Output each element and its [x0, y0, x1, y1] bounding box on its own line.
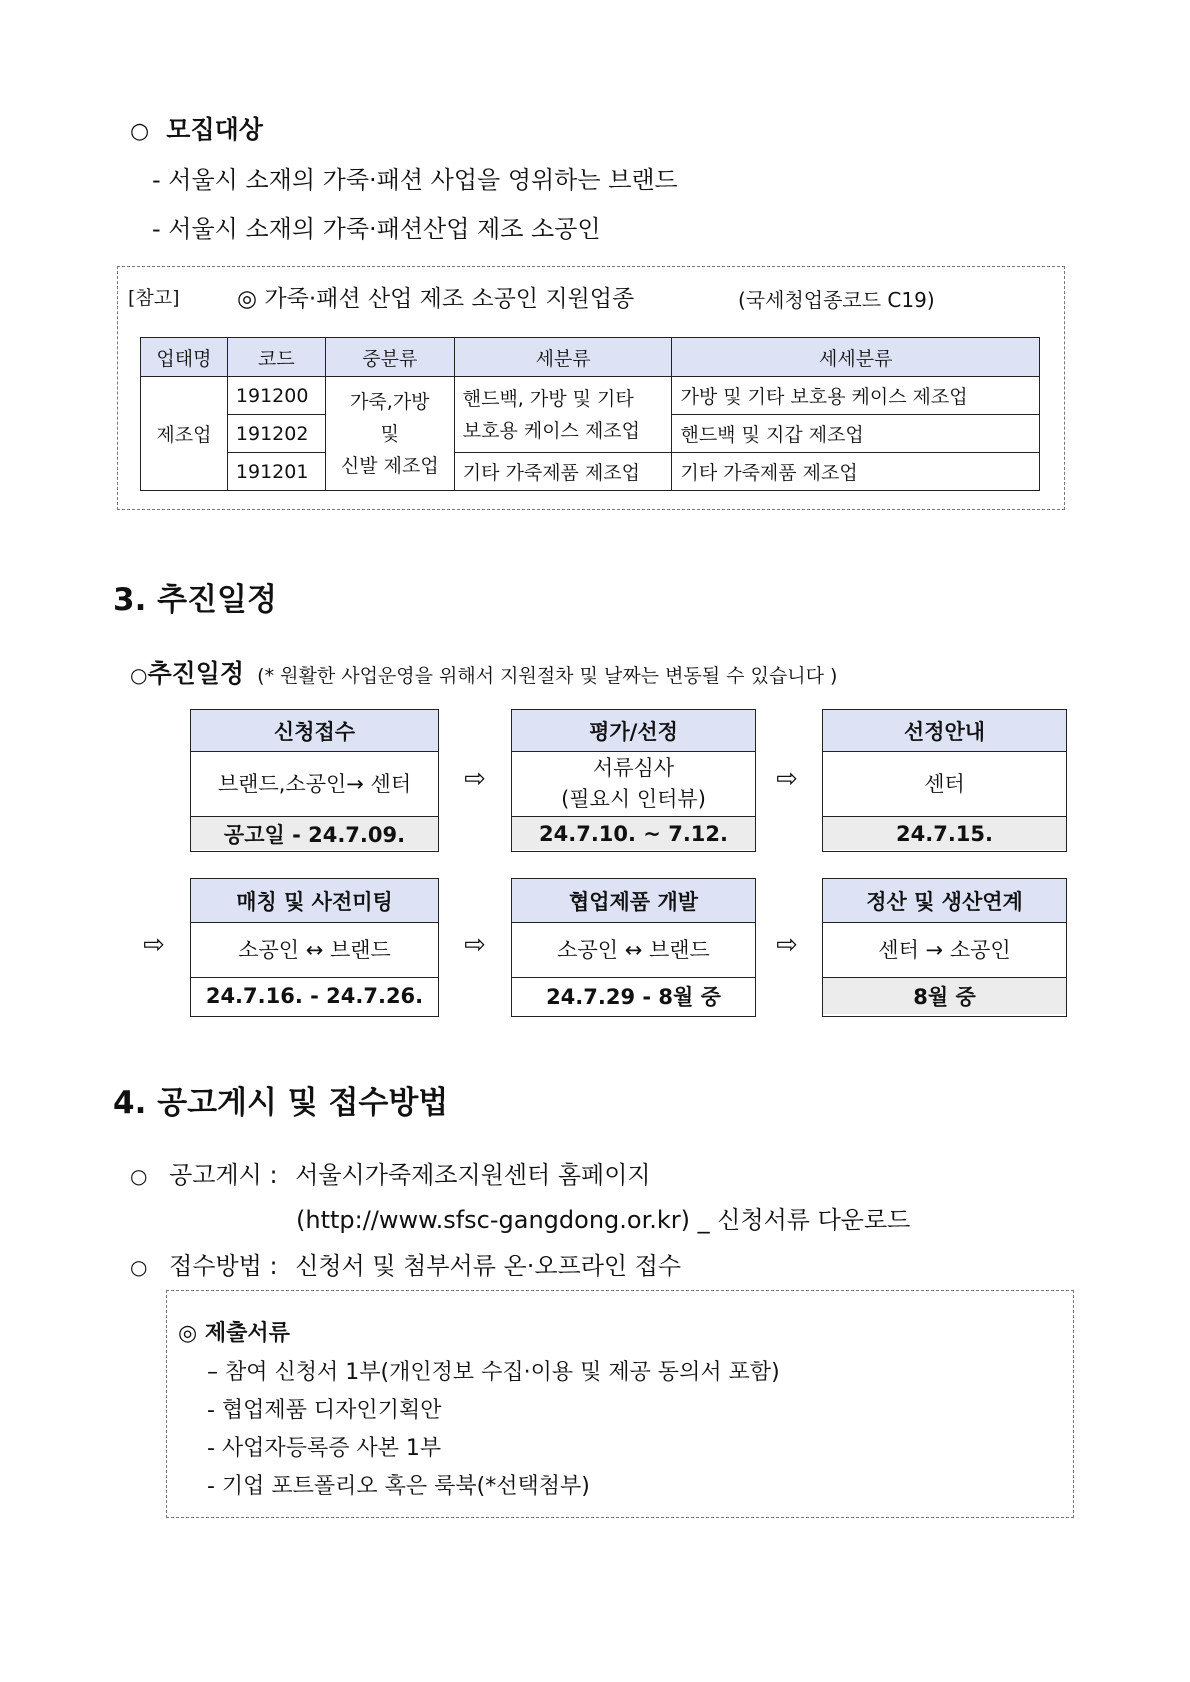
step-body-line: (필요시 인터뷰) [561, 787, 706, 811]
circle-bullet-icon: ○ [130, 663, 148, 687]
recruit-section [130, 110, 263, 146]
documents-item: – 참여 신청서 1부(개인정보 수집·이용 및 제공 동의서 포함) [207, 1360, 780, 1385]
table-row [141, 377, 1040, 415]
detail-cell: 핸드백 및 지갑 제조업 [672, 415, 1040, 453]
step-body [823, 752, 1066, 817]
arrow-right-icon: ⇨ [464, 930, 486, 960]
step-body [512, 752, 755, 817]
recruit-item: - 서울시 소재의 가죽·패션 사업을 영위하는 브랜드 [152, 166, 678, 194]
arrow-right-icon: ⇨ [143, 930, 165, 960]
mid-category-cell [325, 377, 454, 491]
code-cell: 191200 [227, 377, 325, 415]
schedule-step-box [511, 709, 756, 852]
header-cell: 중분류 [325, 338, 454, 377]
code-cell: 191202 [227, 415, 325, 453]
section-4-title: 4. 공고게시 및 접수방법 [113, 1085, 449, 1121]
schedule-step-box [822, 709, 1067, 852]
step-body [191, 923, 438, 978]
detail-cell: 가방 및 기타 보호용 케이스 제조업 [672, 377, 1040, 415]
reference-tag: [참고] [128, 287, 180, 309]
step-title: 매칭 및 사전미팅 [191, 879, 438, 923]
schedule-step-box [822, 878, 1067, 1017]
step-date: 24.7.29 - 8월 중 [512, 978, 755, 1014]
schedule-step-box [190, 709, 439, 852]
step-body-line: 브랜드,소공인→ 센터 [217, 771, 412, 796]
documents-item: - 협업제품 디자인기획안 [207, 1398, 442, 1423]
mid-category-line: 가죽,가방 [350, 390, 430, 413]
step-title: 정산 및 생산연계 [823, 879, 1066, 923]
step-body-line: 소공인 ↔ 브랜드 [557, 937, 710, 962]
documents-item: - 기업 포트폴리오 혹은 룩북(*선택첨부) [207, 1474, 590, 1499]
step-body [191, 752, 438, 817]
schedule-subheading [130, 654, 837, 690]
arrow-right-icon: ⇨ [776, 764, 798, 794]
sub-category-line: 핸드백, 가방 및 기타 [462, 387, 634, 410]
header-cell: 세분류 [454, 338, 672, 377]
table-header-row [141, 338, 1040, 377]
step-body [512, 923, 755, 978]
step-date: 24.7.10. ~ 7.12. [512, 817, 755, 850]
documents-item: - 사업자등록증 사본 1부 [207, 1436, 442, 1461]
circle-bullet-icon: ○ [130, 119, 150, 144]
header-cell: 코드 [227, 338, 325, 377]
schedule-step-box [190, 878, 439, 1017]
arrow-right-icon: ⇨ [464, 764, 486, 794]
receipt-line [130, 1246, 681, 1281]
table-row [141, 453, 1040, 491]
reference-note: (국세청업종코드 C19) [738, 288, 935, 312]
sub-category-line: 보호용 케이스 제조업 [462, 419, 641, 442]
step-title: 선정안내 [823, 710, 1066, 752]
receipt-value: 신청서 및 첨부서류 온·오프라인 접수 [295, 1252, 682, 1280]
notice-value: 서울시가죽제조지원센터 홈페이지 [295, 1161, 651, 1189]
sub-category-cell [454, 377, 672, 453]
notice-line [130, 1155, 651, 1190]
step-title: 협업제품 개발 [512, 879, 755, 923]
step-title: 신청접수 [191, 710, 438, 752]
step-body-line: 센터 [924, 771, 965, 796]
documents-title: ◎ 제출서류 [178, 1321, 290, 1346]
mid-category-line: 신발 제조업 [340, 454, 439, 477]
step-body-line: 서류심사 [592, 756, 675, 780]
header-cell: 세세분류 [672, 338, 1040, 377]
step-date: 공고일 - 24.7.09. [191, 817, 438, 850]
recruit-heading: 모집대상 [166, 115, 263, 144]
section-3-title: 3. 추진일정 [113, 582, 277, 618]
schedule-note: (* 원활한 사업운영을 위해서 지원절차 및 날짜는 변동될 수 있습니다 ) [257, 665, 838, 687]
schedule-step-box [511, 878, 756, 1017]
sub-category-cell: 기타 가죽제품 제조업 [454, 453, 672, 491]
business-cell: 제조업 [141, 377, 228, 491]
step-body-line: 소공인 ↔ 브랜드 [238, 937, 391, 962]
step-body-line: 센터 → 소공인 [878, 937, 1011, 962]
code-cell: 191201 [227, 453, 325, 491]
notice-url[interactable] [296, 1200, 910, 1235]
schedule-subheading-label: 추진일정 [147, 659, 245, 688]
detail-cell: 기타 가죽제품 제조업 [672, 453, 1040, 491]
circle-bullet-icon: ○ [130, 1255, 148, 1279]
reference-title: ◎ 가죽·패션 산업 제조 소공인 지원업종 [237, 286, 635, 312]
industry-code-table [140, 337, 1040, 491]
step-date: 24.7.15. [823, 817, 1066, 850]
recruit-item: - 서울시 소재의 가죽·패션산업 제조 소공인 [152, 215, 601, 243]
header-cell: 업태명 [141, 338, 228, 377]
arrow-right-icon: ⇨ [776, 930, 798, 960]
circle-bullet-icon: ○ [130, 1164, 148, 1188]
notice-url-text[interactable]: (http://www.sfsc-gangdong.or.kr) _ 신청서류 다운로드 [296, 1206, 911, 1234]
receipt-label: 접수방법 : [169, 1252, 278, 1280]
notice-label: 공고게시 : [169, 1161, 278, 1189]
step-title: 평가/선정 [512, 710, 755, 752]
step-date: 24.7.16. - 24.7.26. [191, 978, 438, 1014]
step-date: 8월 중 [823, 978, 1066, 1014]
step-body [823, 923, 1066, 978]
mid-category-line: 및 [380, 422, 399, 445]
